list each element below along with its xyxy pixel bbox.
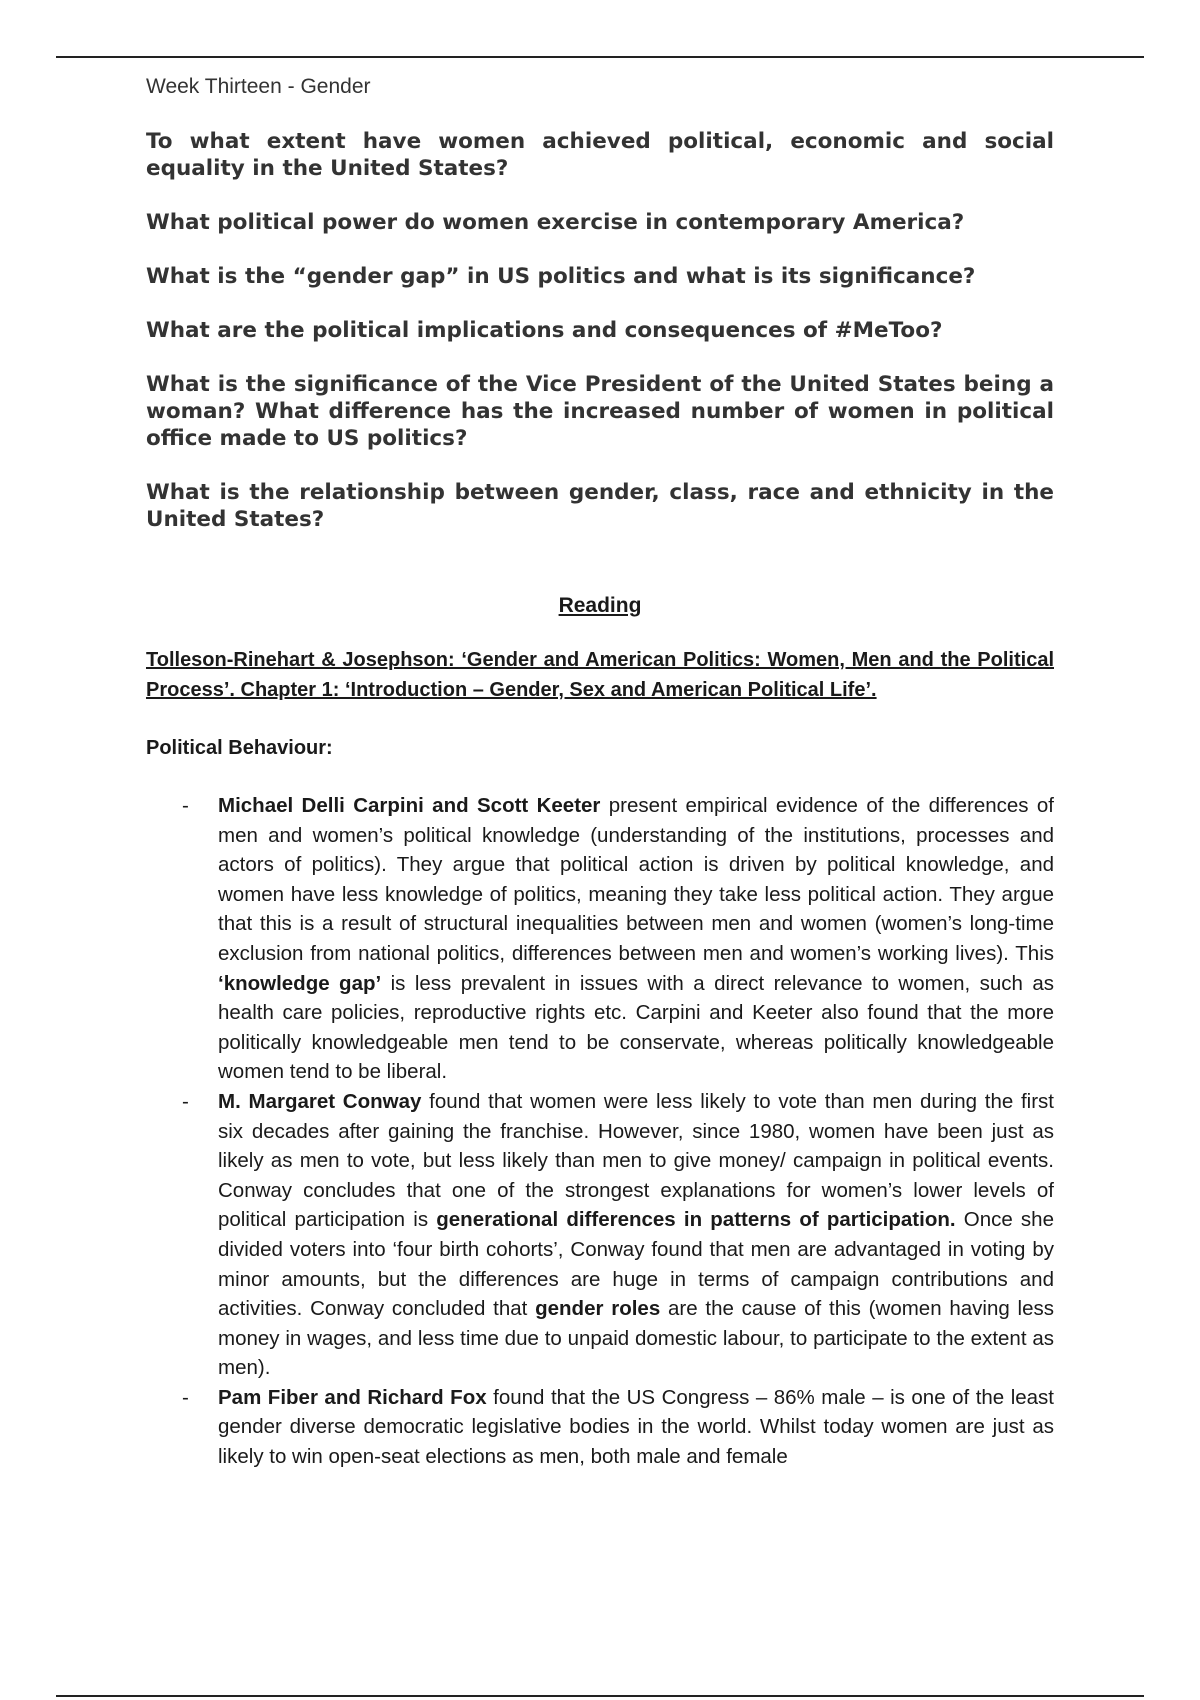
question: What is the relationship between gender, class, race and ethnicity in the United States?: [146, 480, 1054, 532]
seminar-questions: [146, 128, 1054, 533]
key-term: generational differences in patterns of participation.: [436, 1208, 956, 1232]
question: What political power do women exercise in contemporary America?: [146, 210, 965, 235]
bottom-rule: [56, 1695, 1144, 1697]
bullet-text: found that women were less likely to vote than men during the first six decades after gaining the franchise. However, since 1980, women have been just as likely as men to vote, but less likely than men to give money/ campaign in political events. Conway concludes that one of the strongest explanations for women’s lower levels of political participation is: [218, 1089, 1054, 1232]
bullet-list: [146, 791, 1054, 1472]
question: To what extent have women achieved political, economic and social equality in the United States?: [146, 129, 1054, 181]
top-rule: [56, 56, 1144, 58]
bullet-dash: -: [182, 1385, 189, 1409]
document-body: [146, 72, 1054, 1472]
bullet-item: [146, 791, 1054, 1087]
question: What are the political implications and consequences of #MeToo?: [146, 318, 943, 343]
bullet-text: found that the US Congress – 86% male – is one of the least gender diverse democratic legislative bodies in the world. Whilst today women are just as likely to win open-seat elections as men, both male and female: [218, 1385, 1054, 1469]
bullet-item: [146, 1087, 1054, 1383]
reading-heading: Reading: [558, 594, 642, 617]
bullet-text: present empirical evidence of the differences of men and women’s political knowledge (understanding of the institutions, processes and actors of politics). They argue that political action is driven by political knowledge, and women have less knowledge of politics, meaning they take less political action. They argue that this is a result of structural inequalities between men and women (women’s long-time exclusion from national politics, differences between men and women’s working lives). This: [218, 794, 1054, 965]
question: What is the significance of the Vice President of the United States being a woman? What difference has the increased number of women in political office made to US politics?: [146, 372, 1054, 451]
bullet-dash: -: [182, 794, 189, 817]
key-term: gender roles: [535, 1297, 661, 1321]
question: What is the “gender gap” in US politics and what is its significance?: [146, 264, 976, 289]
bullet-dash: -: [182, 1089, 189, 1113]
reading-citation: Tolleson-Rinehart & Josephson: ‘Gender and American Politics: Women, Men and the Political Process’. Chapter 1: ‘Introduction – Gender, Sex and American Political Life’.: [146, 649, 1054, 701]
bullet-text: Once she divided voters into ‘four birth cohorts’, Conway found that men are advantaged in voting by minor amounts, but the differences are huge in terms of campaign contributions and activities. Conway concluded that: [218, 1208, 1054, 1321]
author-name: Pam Fiber and Richard Fox: [218, 1385, 487, 1409]
bullet-text: is less prevalent in issues with a direct relevance to women, such as health care policies, reproductive rights etc. Carpini and Keeter also found that the more politically knowledgeable men tend to be conservate, whereas politically knowledgeable women tend to be liberal.: [218, 971, 1055, 1084]
author-name: Michael Delli Carpini and Scott Keeter: [218, 794, 601, 817]
key-term: ‘knowledge gap’: [218, 971, 382, 995]
author-name: M. Margaret Conway: [218, 1089, 422, 1113]
document-header: Week Thirteen - Gender: [146, 75, 371, 98]
section-label: Political Behaviour:: [146, 737, 333, 759]
bullet-text: are the cause of this (women having less money in wages, and less time due to unpaid domestic labour, to participate to the extent as men).: [218, 1297, 1054, 1380]
bullet-item: [146, 1383, 1054, 1472]
